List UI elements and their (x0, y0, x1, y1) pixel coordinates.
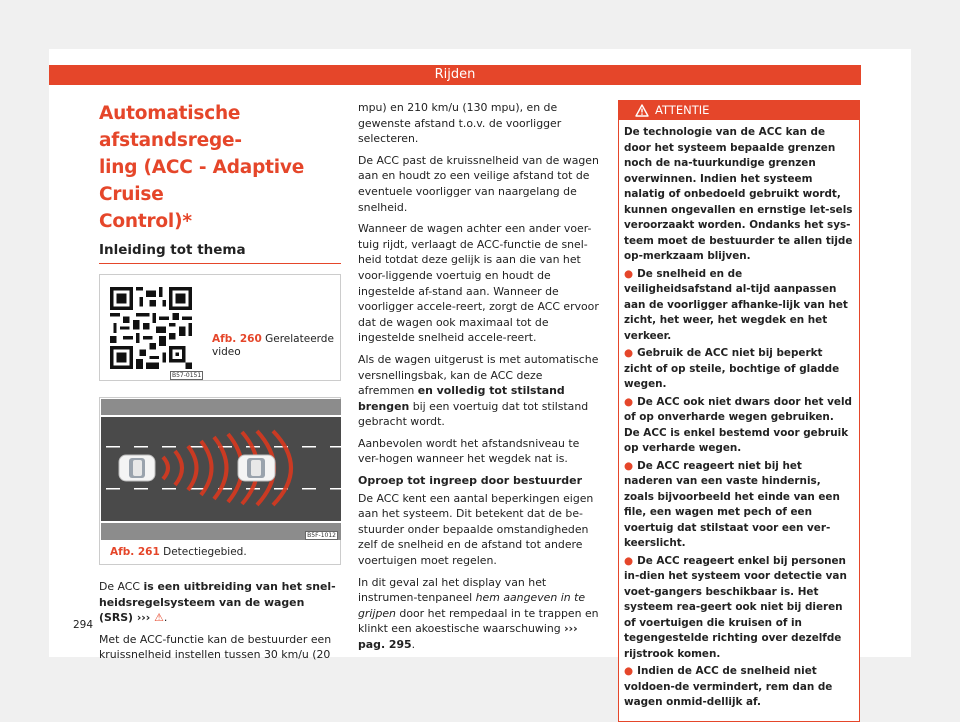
warning-bullet (624, 664, 853, 711)
column-middle (358, 100, 602, 659)
warning-triangle-icon[interactable]: ⚠ (154, 611, 164, 625)
section-header: Rijden (49, 65, 861, 85)
warning-intro: De technologie van de ACC kan de door het systeem bepaalde grenzen noch de na-tuurkundige grenzen overwinnen. Indien het systeem nalatig of onbedoeld gebruikt wordt, kunnen ongevallen en ernstige let-sels veroorzaakt worden. Ondanks het sys-teem moet de bestuurder te allen tijde op-merkzaam blijven. (624, 126, 853, 262)
subheading: Oproep tot ingreep door bestuurder (358, 474, 583, 488)
qr-code-ref: B57-0151 (172, 372, 202, 379)
qr-code-icon[interactable] (110, 287, 192, 369)
page-link[interactable]: ››› pag. 295 (358, 622, 578, 651)
bullet-icon: ● (624, 347, 634, 359)
bullet-icon: ● (624, 554, 634, 567)
warning-body (619, 120, 859, 721)
figure-261-caption (110, 546, 247, 558)
page-number: 294 (73, 619, 94, 631)
warning-header (619, 101, 859, 120)
section-subtitle: Inleiding tot thema (99, 242, 341, 264)
text-run: door het rempedaal in te trappen en klinkt een akoestische waarschuwing (358, 606, 599, 636)
figure-261-text: Detectiegebied. (163, 546, 247, 558)
warning-bullet (624, 554, 853, 663)
text-run: . (163, 611, 168, 625)
title-line-1: Automatische afstandsrege- (99, 103, 242, 151)
figure-260-text: Gerelateerde video (212, 333, 334, 358)
warning-bullet (624, 459, 853, 552)
text-bold: is een uitbreiding van het snel-heidsregelsysteem van de wagen (SRS) (99, 580, 336, 625)
title-line-2: ling (ACC - Adaptive Cruise (99, 157, 305, 205)
text-run: In dit geval zal het display van het instrumen-tenpaneel (358, 575, 547, 605)
bullet-icon: ● (624, 267, 634, 280)
bullet-text: De snelheid en de veiligheidsafstand al-tijd aanpassen aan de voorligger afhanke-lijk van het zicht, het weer, het wegdek en het verkeer. (624, 267, 848, 342)
text-bold: en volledig tot stilstand brengen (358, 384, 565, 413)
intro-paragraph-2: Met de ACC-functie kan de bestuurder een kruissnelheid instellen tussen 30 km/u (20 (99, 632, 332, 662)
figure-260 (99, 274, 341, 381)
paragraph-2: De ACC past de kruissnelheid van de wagen aan en houdt zo een veilige afstand tot de eventuele voorligger van naargelang de snelheid. (358, 153, 599, 214)
page-title (99, 100, 341, 235)
paragraph-7 (358, 575, 602, 653)
paragraph-4 (358, 352, 602, 430)
bullet-icon: ● (624, 459, 634, 472)
text-run: Als de wagen uitgerust is met automatische versnellingsbak, kan de ACC deze afremmen (358, 352, 599, 398)
bullet-text: De ACC ook niet dwars door het veld of op onverharde wegen gebruiken. De ACC is enkel bestemd voor gebruik op verharde wegen. (624, 395, 852, 454)
warning-title: ATTENTIE (655, 103, 710, 117)
title-line-3: Control)* (99, 211, 192, 232)
cross-ref-arrow[interactable]: ››› (133, 611, 155, 625)
figure-260-label: Afb. 260 (212, 333, 262, 345)
text-run: De ACC (99, 580, 144, 593)
warning-bullet (624, 395, 853, 457)
figure-261-label: Afb. 261 (110, 546, 160, 558)
column-right (618, 100, 860, 722)
text-italic: hem aangeven in te grijpen (358, 591, 586, 620)
text-run: bij een voertuig dat tot stilstand gebracht wordt. (358, 399, 589, 429)
paragraph-3: Wanneer de wagen achter een ander voer-tuig rijdt, verlaagt de ACC-functie de snel-heid totdat deze gelijk is aan die van het voor-liggende voertuig en houdt de ingestelde af-stand aan. Wanneer de voorligger accele-reert, zorgt de ACC ervoor dat de wagen ook maximaal tot de ingestelde snelheid accele-reert. (358, 222, 599, 345)
column-left (99, 100, 341, 669)
warning-box (618, 100, 860, 722)
bullet-text: Gebruik de ACC niet bij beperkt zicht of op steile, bochtige of gladde wegen. (624, 347, 840, 390)
acc-detection-illustration (101, 399, 341, 540)
intro-text (99, 579, 341, 663)
paragraph-5: Aanbevolen wordt het afstandsniveau te ver-hogen wanneer het wegdek nat is. (358, 436, 580, 466)
figure-261-ref: B5F-1012 (307, 532, 336, 539)
bullet-icon: ● (624, 665, 634, 677)
paragraph-1: mpu) en 210 km/u (130 mpu), en de gewenste afstand t.o.v. de voorligger selecteren. (358, 101, 562, 146)
paragraph-6: De ACC kent een aantal beperkingen eigen aan het systeem. Dit betekent dat de be-stuurder onder bepaalde omstandigheden zelf de snelheid en de afstand tot andere voertuigen moet regelen. (358, 491, 594, 568)
figure-261 (99, 397, 341, 565)
warning-triangle-icon (635, 104, 649, 117)
bullet-text: De ACC reageert niet bij het naderen van een vaste hindernis, zoals bijvoorbeeld het einde van een file, een wagen met pech of een voertuig dat stilstaat voor een ver-keerslicht. (624, 459, 840, 549)
bullet-text: De ACC reageert enkel bij personen in-dien het systeem voor detectie van voet-gangers beschikbaar is. Het systeem rea-geert ook niet bij dieren of voertuigen die kruisen of in tegengestelde richting over dezelfde rijstrook komen. (624, 554, 847, 660)
intro-paragraph-1 (99, 579, 341, 626)
warning-bullet (624, 267, 853, 345)
bullet-text: Indien de ACC de snelheid niet voldoen-de vermindert, rem dan de wagen onmid-dellijk af. (624, 665, 833, 708)
warning-bullet (624, 346, 853, 393)
figure-260-caption (212, 333, 340, 359)
text-run: . (411, 638, 416, 651)
bullet-icon: ● (624, 395, 634, 408)
